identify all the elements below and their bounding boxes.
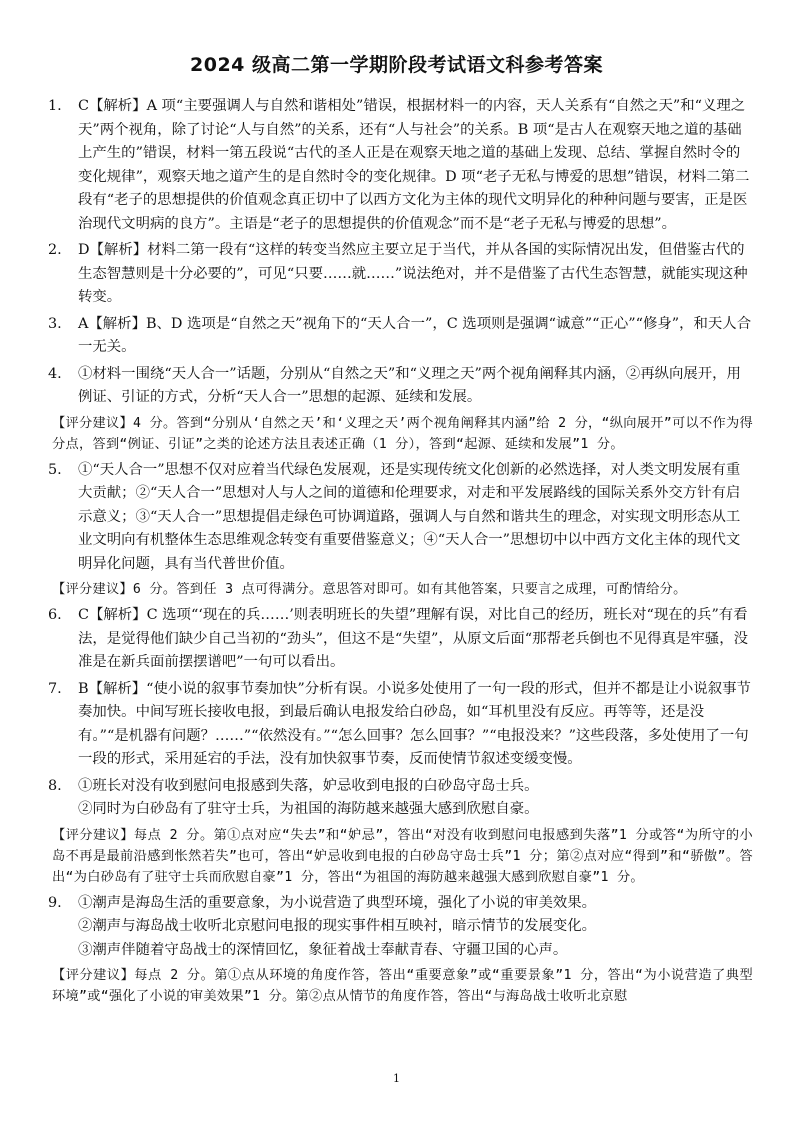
answer-text: ①材料一围绕“天人合一”话题，分别从“自然之天”和“义理之天”两个视角阐释其内涵，②再纵向展开，用例证、引证的方式，分析“天人合一”思想的起源、延续和发展。 <box>78 365 741 405</box>
answer-number: 7. <box>48 680 62 697</box>
answer-text: D【解析】材料二第一段有“这样的转变当然应主要立足于当代，并从各国的实际情况出发，但借鉴古代的生态智慧则是十分必要的”，可见“只要……就……”说法绝对，并不是借鉴了古代生态智慧，就能实现这种转变。 <box>78 242 748 305</box>
answer-number: 9. <box>48 894 62 911</box>
answer-number: 5. <box>48 461 62 478</box>
page-title: 2024 级高二第一学期阶段考试语文科参考答案 <box>190 54 603 76</box>
page-number: 1 <box>393 1072 400 1085</box>
answer-line: ①班长对没有收到慰问电报感到失落，妒忌收到电报的白砂岛守岛士兵。 <box>78 777 539 794</box>
answer-text: C【解析】C 选项“‘现在的兵……’则表明班长的失望”理解有误，对比自己的经历，班长对“现在的兵”有看法，是觉得他们缺少自己当初的“劲头”，但这不是“失望”，从原文后面“那帮老兵倒也不见得真是牢骚，没准是在新兵面前摆摆谱吧”一句可以看出。 <box>78 607 748 670</box>
answer-line: ②潮声与海岛战士收听北京慰问电报的现实事件相互映衬，暗示情节的发展变化。 <box>78 918 597 934</box>
answer-number: 1. <box>48 98 62 114</box>
answer-list <box>48 95 753 1011</box>
answer-3 <box>48 313 753 360</box>
answer-number: 3. <box>48 315 62 332</box>
answer-1 <box>48 95 753 236</box>
answer-number: 4. <box>48 365 62 382</box>
scoring-note-8: 【评分建议】每点 2 分。第①点对应“失去”和“妒忌”，答出“对没有收到慰问电报感到失落”1 分或答“为所守的小岛不再是最前沿感到怅然若失”也可，答出“妒忌收到电报的白砂岛守岛士兵”1 分；第②点对应“得到”和“骄傲”。答出“为白砂岛有了驻守士兵而欣慰自豪”1 分，答出“为祖国的海防越来越强大感到欣慰自豪”1 分。 <box>52 827 753 885</box>
answer-line: ②同时为白砂岛有了驻守士兵，为祖国的海防越来越强大感到欣慰自豪。 <box>78 801 539 817</box>
answer-text: ①“天人合一”思想不仅对应着当代绿色发展观，还是实现传统文化创新的必然选择，对人类文明发展有重大贡献；②“天人合一”思想对人与人之间的道德和伦理要求，对走和平发展路线的国际关系外交方针有启示意义；③“天人合一”思想提倡走绿色可协调道路，强调人与自然和谐共生的理念，对实现文明形态从工业文明向有机整体生态思维观念转变有重要借鉴意义；④“天人合一”思想切中以中西方文化主体的现代文明异化问题，具有当代普世价值。 <box>78 461 741 572</box>
answer-text: A【解析】B、D 选项是“自然之天”视角下的“天人合一”，C 选项则是强调“诚意”“正心”“修身”，和天人合一无关。 <box>78 315 752 355</box>
answer-line: ①潮声是海岛生活的重要意象，为小说营造了典型环境，强化了小说的审美效果。 <box>78 894 597 911</box>
answer-line: ③潮声伴随着守岛战士的深情回忆，象征着战士奉献青春、守疆卫国的心声。 <box>78 941 568 958</box>
answer-number: 8. <box>48 777 62 794</box>
answer-6 <box>48 604 753 675</box>
scoring-note-4: 【评分建议】4 分。答到“分别从‘自然之天’和‘义理之天’两个视角阐释其内涵”给 2 分，“纵向展开”可以不作为得分点，答到“例证、引证”之类的论述方法且表述正确（1 分），答到“起源、延续和发展”1 分。 <box>52 415 753 452</box>
answer-number: 6. <box>48 607 62 623</box>
scoring-note-5: 【评分建议】6 分。答到任 3 点可得满分。意思答对即可。如有其他答案，只要言之成理，可酌情给分。 <box>52 582 687 597</box>
answer-text: C【解析】A 项“主要强调人与自然和谐相处”错误，根据材料一的内容，天人关系有“自然之天”和“义理之天”两个视角，除了讨论“人与自然”的关系，还有“人与社会”的关系。B 项“是古人在观察天地之道的基础上产生的”错误，材料一第五段说“古代的圣人正是在观察天地之道的基础上发现、总结、掌握自然时令的变化规律”，观察天地之道产生的是自然时令的变化规律。D 项“老子无私与博爱的思想”错误，材料二第二段有“老子的思想提供的价值观念真正切中了以西方文化为主体的现代文明异化的种种问题与要害，正是医治现代文明病的良方”。主语是“老子的思想提供的价值观念”而不是“老子无私与博爱的思想”。 <box>78 98 750 232</box>
answer-5 <box>48 459 753 577</box>
answer-2 <box>48 239 753 310</box>
answer-number: 2. <box>48 242 62 258</box>
answer-4 <box>48 363 753 410</box>
answer-8 <box>48 775 753 822</box>
answer-9 <box>48 892 753 963</box>
scoring-note-9: 【评分建议】每点 2 分。第①点从环境的角度作答，答出“重要意象”或“重要景象”1 分，答出“为小说营造了典型环境”或“强化了小说的审美效果”1 分。第②点从情节的角度作答，答出“与海岛战士收听北京慰 <box>52 968 753 1004</box>
answer-7 <box>48 678 753 772</box>
answer-text: B【解析】“使小说的叙事节奏加快”分析有误。小说多处使用了一句一段的形式，但并不都是让小说叙事节奏加快。中间写班长接收电报，到最后确认电报发给白砂岛，如“耳机里没有反应。再等等，还是没有。”“是机器有问题？……”“依然没有。”“怎么回事？怎么回事？”“电报没来？”这些段落，多处使用了一句一段的形式，采用延宕的手法，没有加快叙事节奏，反而使情节叙述变缓变慢。 <box>78 680 751 767</box>
